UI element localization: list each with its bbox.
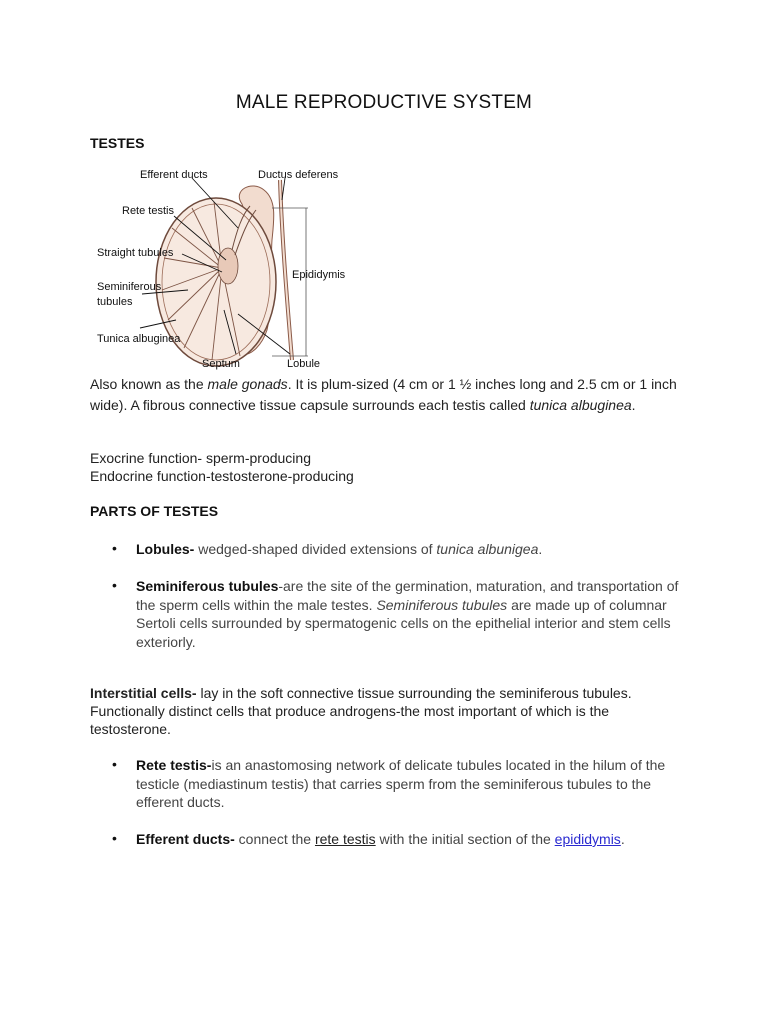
bullet-seminiferous: •: [112, 577, 117, 593]
intro-text-2: . It is plum-sized (4 cm or 1 ½ inches long and 2.5 cm or 1 inch wide). A fibrous connective tissue capsule surrounds each testis called: [90, 376, 677, 413]
intro-text-1: Also known as the: [90, 376, 208, 392]
exocrine-line: Exocrine function- sperm-producing: [90, 450, 311, 466]
parts-heading: PARTS OF TESTES: [90, 503, 219, 519]
intro-em-2: tunica albuginea: [529, 397, 632, 413]
bullet-rete: •: [112, 756, 117, 772]
testis-diagram: [92, 160, 348, 372]
label-semi1: Seminiferous: [97, 281, 162, 293]
seminiferous-em: Seminiferous tubules: [376, 596, 508, 613]
rete-item: [136, 756, 691, 812]
seminiferous-text-2: are made up of columnar Sertoli cells surrounded by spermatogenic cells on the epithelial interior and stem cells exteriorly.: [136, 596, 671, 650]
seminiferous-item: [136, 577, 691, 651]
efferent-text-1: connect the: [234, 831, 315, 847]
rete-shape: [218, 248, 238, 284]
label-epididymis: Epididymis: [292, 269, 346, 281]
interstitial-text: lay in the soft connective tissue surrounding the seminiferous tubules. Functionally distinct cells that produce androgens-the most important of which is the testosterone.: [90, 685, 632, 737]
testes-heading: TESTES: [90, 135, 145, 151]
bullet-efferent: •: [112, 830, 117, 846]
bullet-lobules: •: [112, 540, 117, 556]
label-tunica: Tunica albuginea: [97, 333, 181, 345]
label-straight: Straight tubules: [97, 247, 174, 259]
seminiferous-text: -are the site of the germination, maturation, and transportation of the sperm cells within the male testes.: [136, 578, 679, 613]
rete-text: is an anastomosing network of delicate tubules located in the hilum of the testicle (mediastinum testis) that carries sperm from the seminiferous tubules to the efferent ducts.: [136, 757, 666, 810]
intro-paragraph: [90, 374, 690, 416]
interstitial-paragraph: [90, 684, 690, 738]
intro-em-1: male gonads: [207, 376, 288, 392]
lobules-text: wedged-shaped divided extensions of: [194, 541, 437, 557]
label-lobule: Lobule: [287, 358, 321, 370]
endocrine-line: Endocrine function-testosterone-producing: [90, 468, 354, 484]
efferent-text-2: with the initial section of the: [375, 831, 555, 847]
page-title: MALE REPRODUCTIVE SYSTEM: [235, 92, 533, 113]
label-efferent: Efferent ducts: [140, 169, 208, 181]
label-semi2: tubules: [97, 296, 133, 308]
lobules-end: .: [538, 541, 543, 557]
lobules-item: [136, 540, 691, 559]
label-rete: Rete testis: [122, 205, 174, 217]
rete-term: Rete testis-: [136, 757, 212, 773]
intro-text-3: .: [631, 397, 636, 413]
rete-testis-link[interactable]: rete testis: [314, 831, 376, 847]
efferent-term: Efferent ducts-: [136, 831, 235, 847]
efferent-end: .: [620, 831, 625, 847]
label-septum: Septum: [202, 358, 240, 370]
label-ductus: Ductus deferens: [258, 169, 339, 181]
lobules-term: Lobules-: [136, 541, 195, 557]
lobules-em: tunica albunigea: [436, 541, 539, 557]
seminiferous-term: Seminiferous tubules: [136, 578, 279, 594]
efferent-item: [136, 830, 691, 849]
epididymis-link[interactable]: epididymis: [554, 831, 621, 847]
interstitial-term: Interstitial cells-: [90, 685, 197, 701]
functions-block: [90, 449, 690, 485]
